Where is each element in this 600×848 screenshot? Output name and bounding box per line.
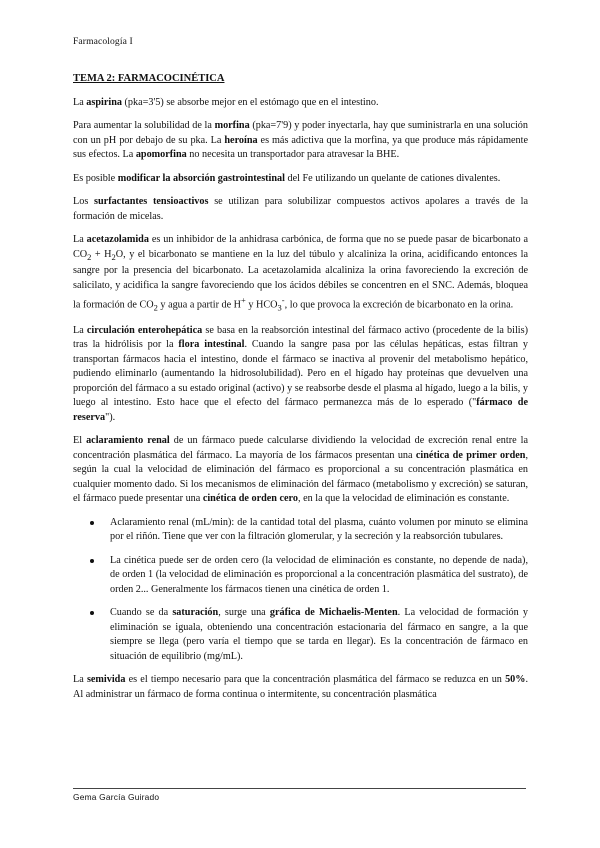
text-run: "). — [105, 411, 116, 423]
body-paragraph — [73, 172, 528, 187]
text-run: de un fármaco puede calcularse dividiendo la velocidad de excreción renal entre la concentración plasmática del fármaco. La mayoría de los fármacos presentan una — [73, 435, 528, 461]
text-run: , lo que provoca la excreción de bicarbonato en la orina. — [284, 299, 514, 311]
bold-term: flora intestinal — [178, 339, 245, 351]
bullet-item — [73, 516, 528, 545]
text-run: no necesita un transportador para atravesar la BHE. — [186, 149, 400, 160]
bullet-item — [73, 606, 528, 664]
text-run: La — [73, 234, 87, 245]
subscript: 3 — [277, 302, 282, 313]
text-run: Aclaramiento renal (mL/min): de la cantidad total del plasma, cuánto volumen por minuto se elimina por el riñón. Tiene que ver con la filtración glomerular, y la secreción y la reabsorción tubulares. — [110, 516, 528, 543]
bold-term: apomorfina — [135, 149, 187, 160]
text-run: La — [73, 324, 87, 336]
text-run: (pka=3'5) se absorbe mejor en el estómago que en el intestino. — [121, 96, 379, 108]
body-paragraph — [73, 324, 528, 426]
bold-term: fármaco de reserva — [73, 397, 528, 423]
superscript: + — [241, 295, 246, 306]
body-paragraph — [73, 96, 528, 111]
text-run: . Cuando la sangre pasa por las células hepáticas, estas filtran y transportan fármacos hacia el intestino, donde el fármaco se inactiva al provenir del metabolismo hepático, pudiendo eliminarlo (aumentando la hidrosolubilidad). Pero en el hígado hay proteínas que devuelven una proporción del fármaco a su estado original (activo) y se reabsorbe desde el plasma al hígado, luego a la bilis, y luego al intestino. Esto hace que el efecto del fármaco permanezca más de lo esperado (" — [73, 339, 529, 409]
text-run: El — [73, 435, 87, 447]
bullet-list — [73, 516, 528, 665]
footer-divider — [73, 788, 526, 789]
bullet-dot-icon — [90, 521, 94, 525]
bold-term: surfactantes tensioactivos — [94, 196, 209, 207]
text-run: , en la que la velocidad de eliminación es constante. — [297, 493, 510, 505]
text-run: se utilizan para solubilizar compuestos activos apolares a través de la formación de micelas. — [73, 196, 529, 222]
subscript: 2 — [111, 251, 116, 262]
bold-term: semivida — [86, 674, 126, 686]
bold-term: 50% — [505, 674, 526, 686]
bold-term: cinética de orden cero — [202, 493, 298, 505]
body-paragraph — [73, 233, 528, 315]
text-run: Cuando se da — [110, 607, 173, 619]
bold-term: modificar la absorción gastrointestinal — [117, 172, 285, 184]
text-run: Los — [73, 196, 95, 207]
bullet-dot-icon — [90, 611, 94, 615]
text-run: + H — [91, 248, 112, 260]
body-paragraph — [73, 119, 528, 163]
text-run: y HCO — [245, 299, 278, 311]
superscript: - — [281, 295, 285, 306]
text-run: La — [73, 96, 87, 108]
text-run: es un inhibidor de la anhidrasa carbónica, de forma que no se puede pasar de bicarbonato a CO — [73, 234, 528, 260]
paragraph-group — [73, 96, 528, 507]
text-run: O, y el bicarbonato se mantiene en la luz del túbulo y alcaliniza la orina, acidificando entonces la sangre por la presencia del bicarbonato. La acetazolamida alcaliniza la orina favoreciendo la excreción de salicilato, y acidifica la sangre favoreciendo que los ácidos débiles se concentren en el SNC. Además, bloquea la formación de CO — [73, 248, 528, 311]
bold-term: aclaramiento renal — [86, 435, 170, 447]
text-run: La cinética puede ser de orden cero (la velocidad de eliminación es constante, no depende de nada), de orden 1 (la velocidad de eliminación es proporcional a la concentración plasmática del sustrato), de orden 2... Generalmente los fármacos tienen una cinética de orden 1. — [110, 554, 528, 595]
bold-term: circulación enterohepática — [86, 324, 203, 336]
bullet-dot-icon — [90, 559, 94, 563]
text-run: (pka=7'9) y poder inyectarla, hay que suministrarla en una solución con un pH por debajo de su pka. La — [73, 120, 528, 146]
bold-term: heroína — [224, 134, 258, 146]
text-run: del Fe utilizando un quelante de cationes divalentes. — [284, 172, 501, 184]
closing-paragraph — [73, 673, 528, 702]
text-run: , surge una — [218, 607, 270, 619]
body-paragraph — [73, 195, 528, 224]
document-body — [73, 72, 528, 711]
text-run: es más adictiva que la morfina, ya que produce más rápidamente sus efectos. La — [73, 134, 529, 160]
text-run: es el tiempo necesario para que la concentración plasmática del fármaco se reduzca en un — [125, 674, 506, 686]
bullet-item — [73, 554, 528, 598]
subscript: 2 — [153, 302, 158, 313]
bold-term: gráfica de Michaelis-Menten — [269, 607, 398, 619]
bold-term: acetazolamida — [86, 234, 149, 245]
bold-term: morfina — [214, 120, 250, 131]
text-run: , según la cual la velocidad de eliminación del fármaco es proporcional a su concentración plasmática en cualquier momento dado. Si los mecanismos de eliminación del fármaco (metabolismo y excreción) se saturan, el fármaco puede presentar una — [73, 449, 528, 505]
text-run: . Al administrar un fármaco de forma continua o intermitente, su concentración plasmática — [73, 674, 528, 700]
section-title: TEMA 2: FARMACOCINÉTICA — [73, 73, 225, 84]
text-run: y agua a partir de H — [157, 299, 242, 311]
page-footer: Gema García Guirado — [73, 792, 160, 802]
body-paragraph — [73, 434, 528, 507]
text-run: Es posible — [73, 172, 118, 184]
bold-term: aspirina — [86, 96, 122, 108]
bold-term: cinética de primer orden — [415, 449, 526, 461]
bold-term: saturación — [172, 607, 219, 619]
text-run: La — [73, 674, 87, 686]
text-run: se basa en la reabsorción intestinal del fármaco activo (procedente de la bilis) tras la hidrólisis por la — [73, 324, 528, 351]
text-run: Para aumentar la solubilidad de la — [73, 120, 215, 131]
page-header: Farmacología I — [73, 36, 133, 47]
subscript: 2 — [87, 251, 92, 262]
text-run: . La velocidad de formación y eliminación se iguala, obteniendo una concentración estacionaria del fármaco en sangre, a la que siempre se llega (pero varía el tiempo que se tarda en llegar). Es la concentración de fármaco en situación de equilibrio (mg/mL). — [110, 607, 528, 662]
